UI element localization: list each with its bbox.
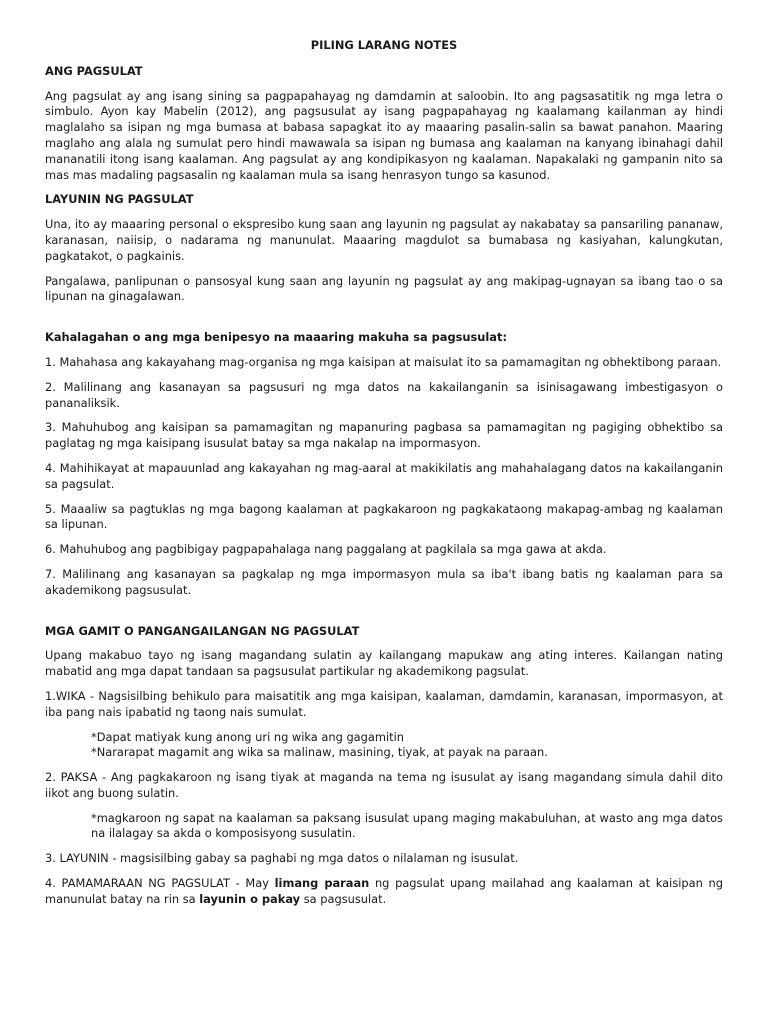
list-item-layunin: 3. LAYUNIN - magsisilbing gabay sa paghabi ng mga datos o nilalaman ng isusulat. — [45, 851, 519, 866]
section-heading-ang-pagsulat: ANG PAGSULAT — [45, 63, 143, 78]
list-item-benefit: 6. Mahuhubog ang pagbibigay pagpapahalaga nang paggalang at pagkilala sa mga gawa at akda. — [45, 542, 607, 557]
list-item-wika: 1.WIKA - Nagsisilbing behikulo para maisatitik ang mga kaisipan, kaalaman, damdamin, karanasan, impormasyon, at iba pang nais ipabatid ng taong nais sumulat. — [45, 688, 723, 719]
paragraph-mga-gamit-intro: Upang makabuo tayo ng isang magandang sulatin ay kailangang mapukaw ang ating interes. Kailangan nating mabatid ang mga dapat tandaan sa pagsusulat partikular ng akademikong pagsulat. — [45, 648, 723, 679]
text-run: 4. PAMAMARAAN NG PAGSULAT - May — [45, 876, 275, 891]
section-heading-kahalagahan: Kahalagahan o ang mga benipesyo na maaaring makuha sa pagsusulat: — [45, 330, 507, 345]
note-line: *magkaroon ng sapat na kaalaman sa paksang isusulat upang maging makabuluhan, at wasto ang mga datos na ilalagay sa akda o komposisyong susulatin. — [91, 810, 723, 841]
list-item-paksa: 2. PAKSA - Ang pagkakaroon ng isang tiyak at maganda na tema ng isusulat ay isang magandang simula dahil dito iikot ang buong sulatin. — [45, 770, 723, 800]
emphasis-limang-paraan: limang paraan — [274, 876, 370, 891]
text-run: ng pagsulat upang mailahad ang kaalaman at kaisipan ng manunulat batay na rin sa — [45, 876, 723, 906]
list-item-benefit: 2. Malilinang ang kasanayan sa pagsusuri ng mga datos na kakailanganin sa isinisagawang imbestigasyon o pananaliksik. — [45, 379, 723, 410]
paragraph-ang-pagsulat: Ang pagsulat ay ang isang sining sa pagpapahayag ng damdamin at saloobin. Ito ang pagsasatitik ng mga letra o simbulo. Ayon kay Mabelin (2012), ang pagsusulat ay isang pagpapahayag ng kaalamang kailanman ay hindi maglalaho sa isipan ng mga bumasa at babasa sapagkat ito ay maaaring pasalin-salin sa bawat panahon. Maaring maglaho ang alala ng sumulat pero hindi mawawala sa isipan ng bumasa ang kaalaman na kanyang ibinahagi dahil mananatili itong isang kaalaman. Ang pagsulat ay ang kondipikasyon ng kaalaman. Napakalaki ng gampanin nito sa mas mas madaling pagsasalin ng kaalaman mula sa isang henrasyon tungo sa kasunod. — [45, 88, 723, 182]
document-title: PILING LARANG NOTES — [310, 38, 458, 52]
note-line: *Nararapat magamit ang wika sa malinaw, masining, tiyak, at payak na paraan. — [91, 745, 548, 760]
paksa-notes — [91, 811, 723, 843]
list-item-benefit: 4. Mahihikayat at mapauunlad ang kakayahan ng mag-aaral at makikilatis ang mahahalagang datos na kakailanganin sa pagsulat. — [45, 460, 723, 491]
spacer — [45, 314, 723, 330]
list-item-benefit: 1. Mahahasa ang kakayahang mag-organisa ng mga kaisipan at maisulat ito sa pamamagitan ng obhektibong paraan. — [45, 354, 722, 369]
section-heading-mga-gamit: MGA GAMIT O PANGANGAILANGAN NG PAGSULAT — [45, 623, 360, 638]
note-line: *Dapat matiyak kung anong uri ng wika ang gagamitin — [91, 729, 404, 744]
paragraph-layunin-pangalawa: Pangalawa, panlipunan o pansosyal kung saan ang layunin ng pagsulat ay ang makipag-ugnayan sa ibang tao o sa lipunan na ginagalawan. — [45, 273, 723, 304]
list-item-benefit: 7. Malilinang ang kasanayan sa pagkalap ng mga impormasyon mula sa iba't ibang batis ng kaalaman para sa akademikong pagsusulat. — [45, 566, 723, 597]
list-item-benefit: 3. Mahuhubog ang kaisipan sa pamamagitan ng mapanuring pagbasa sa pamamagitan ng pagiging obhektibo sa paglatag ng mga kaisipang isusulat batay sa mga nakalap na impormasyon. — [45, 420, 723, 451]
wika-notes — [91, 730, 723, 762]
paragraph-layunin-una: Una, ito ay maaaring personal o ekspresibo kung saan ang layunin ng pagsulat ay nakabatay sa pansariling pananaw, karanasan, naiisip, o nadarama ng manunulat. Maaaring magdulot sa bumabasa ng kasiyahan, kalungkutan, pagkatakot, o pagkainis. — [45, 217, 723, 263]
text-run: sa pagsusulat. — [300, 891, 387, 906]
list-item-benefit: 5. Maaaliw sa pagtuklas ng mga bagong kaalaman at pagkakaroon ng pagkakataong makapag-ambag ng kaalaman sa lipunan. — [45, 501, 723, 532]
emphasis-layunin-o-pakay: layunin o pakay — [199, 891, 301, 906]
spacer — [45, 608, 723, 624]
list-item-pamamaraan — [45, 876, 723, 908]
section-heading-layunin: LAYUNIN NG PAGSULAT — [45, 192, 194, 207]
